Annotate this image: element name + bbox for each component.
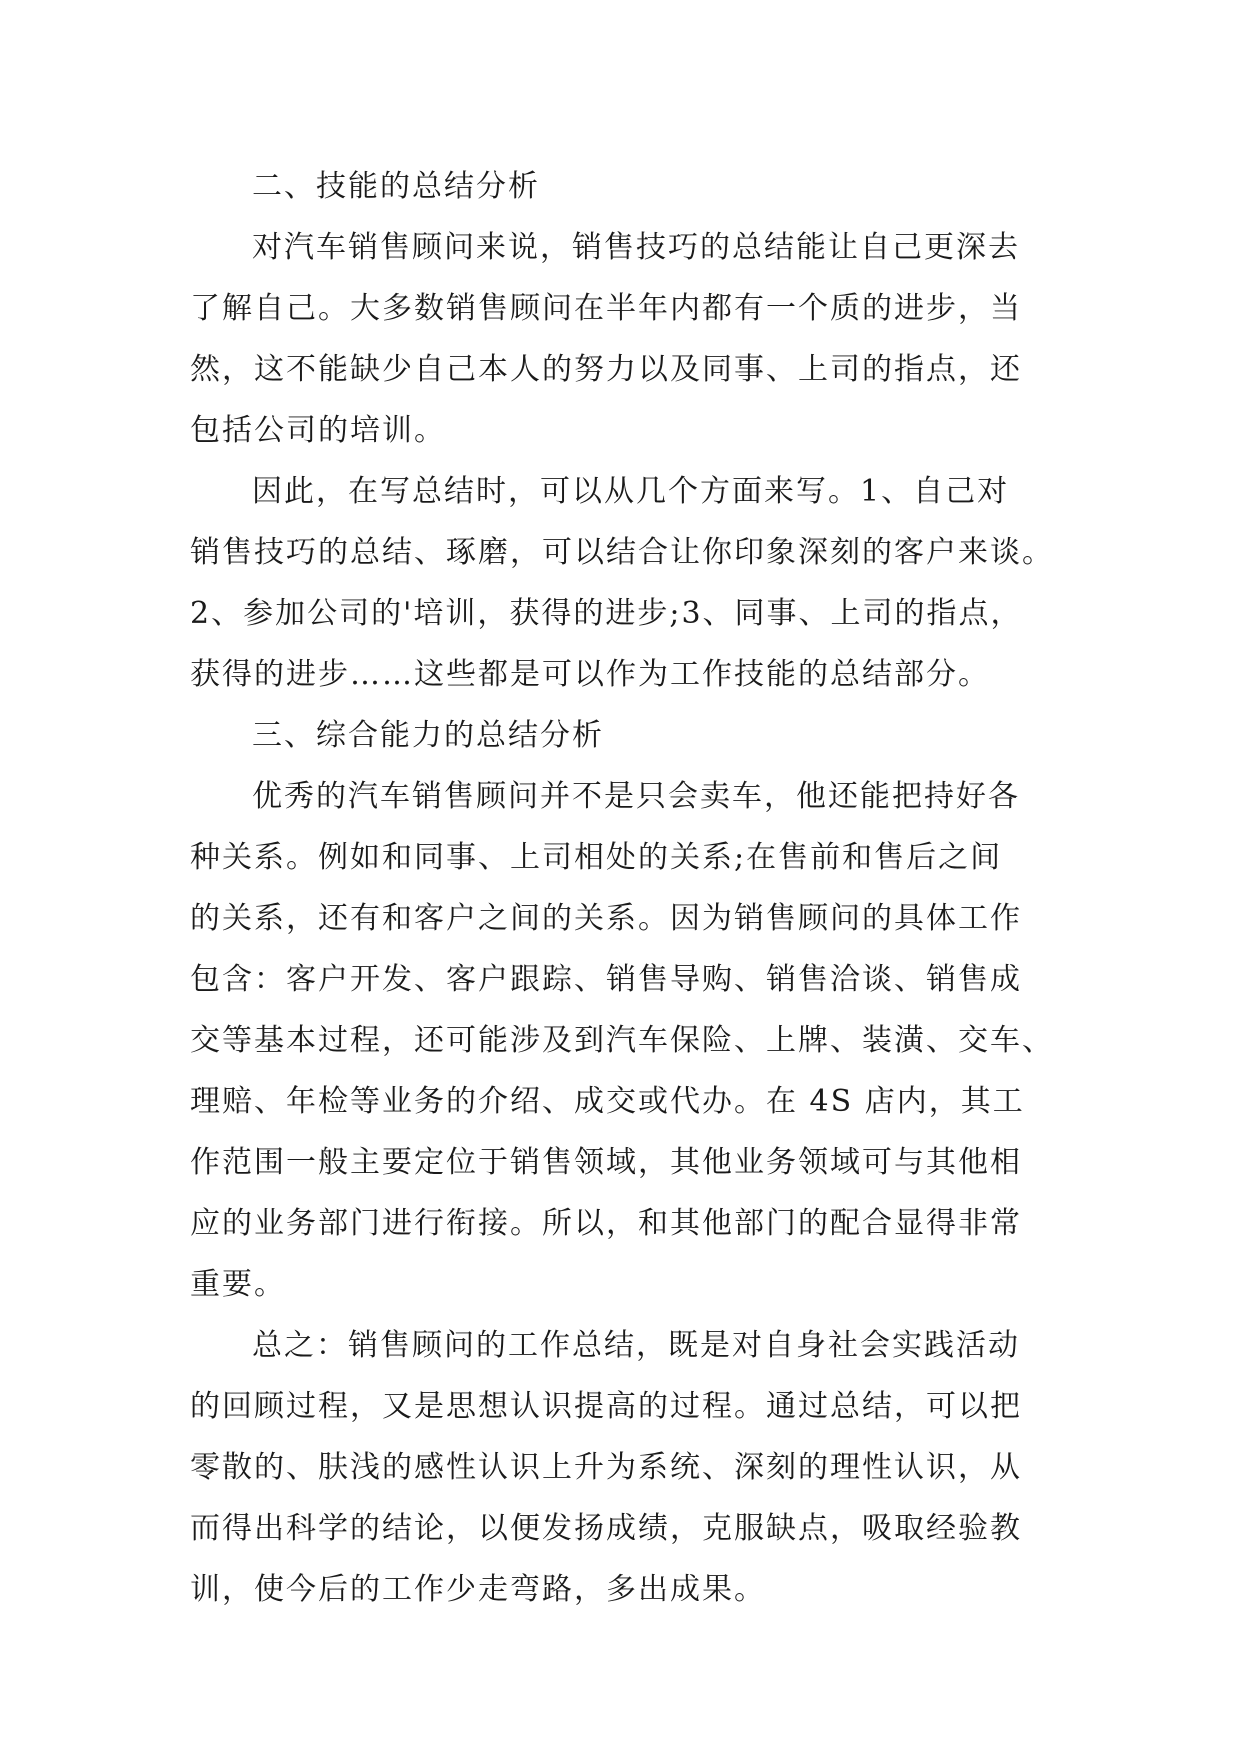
paragraph-skills-how-to-write: 因此，在写总结时，可以从几个方面来写。1、自己对 销售技巧的总结、琢磨，可以结合让你印象深刻的客户来谈。 2、参加公司的'培训，获得的进步;3、同事、上司的指点， 获得的进步……这些都是可以作为工作技能的总结部分。 xyxy=(190,474,1054,692)
paragraph-skills-intro: 对汽车销售顾问来说，销售技巧的总结能让自己更深去 了解自己。大多数销售顾问在半年内都有一个质的进步，当 然，这不能缺少自己本人的努力以及同事、上司的指点，还 包括公司的培训。 xyxy=(190,230,1022,448)
document-page xyxy=(190,156,1055,1620)
paragraph-comprehensive-ability: 优秀的汽车销售顾问并不是只会卖车，他还能把持好各 种关系。例如和同事、上司相处的关系;在售前和售后之间 的关系，还有和客户之间的关系。因为销售顾问的具体工作 包含：客户开发、客户跟踪、销售导购、销售洽谈、销售成 交等基本过程，还可能涉及到汽车保险、上牌、装潢、交车、 理赔、年检等业务的介绍、成交或代办。在 4S 店内，其工 作范围一般主要定位于销售领域，其他业务领域可与其他相 应的业务部门进行衔接。所以，和其他部门的配合显得非常 重要。 xyxy=(190,779,1054,1302)
paragraph-conclusion: 总之：销售顾问的工作总结，既是对自身社会实践活动 的回顾过程，又是思想认识提高的过程。通过总结，可以把 零散的、肤浅的感性认识上升为系统、深刻的理性认识，从 而得出科学的结论，以便发扬成绩，克服缺点，吸取经验教 训，使今后的工作少走弯路，多出成果。 xyxy=(190,1328,1022,1607)
section-heading-comprehensive: 三、综合能力的总结分析 xyxy=(252,718,604,753)
section-heading-skills: 二、技能的总结分析 xyxy=(252,169,540,204)
